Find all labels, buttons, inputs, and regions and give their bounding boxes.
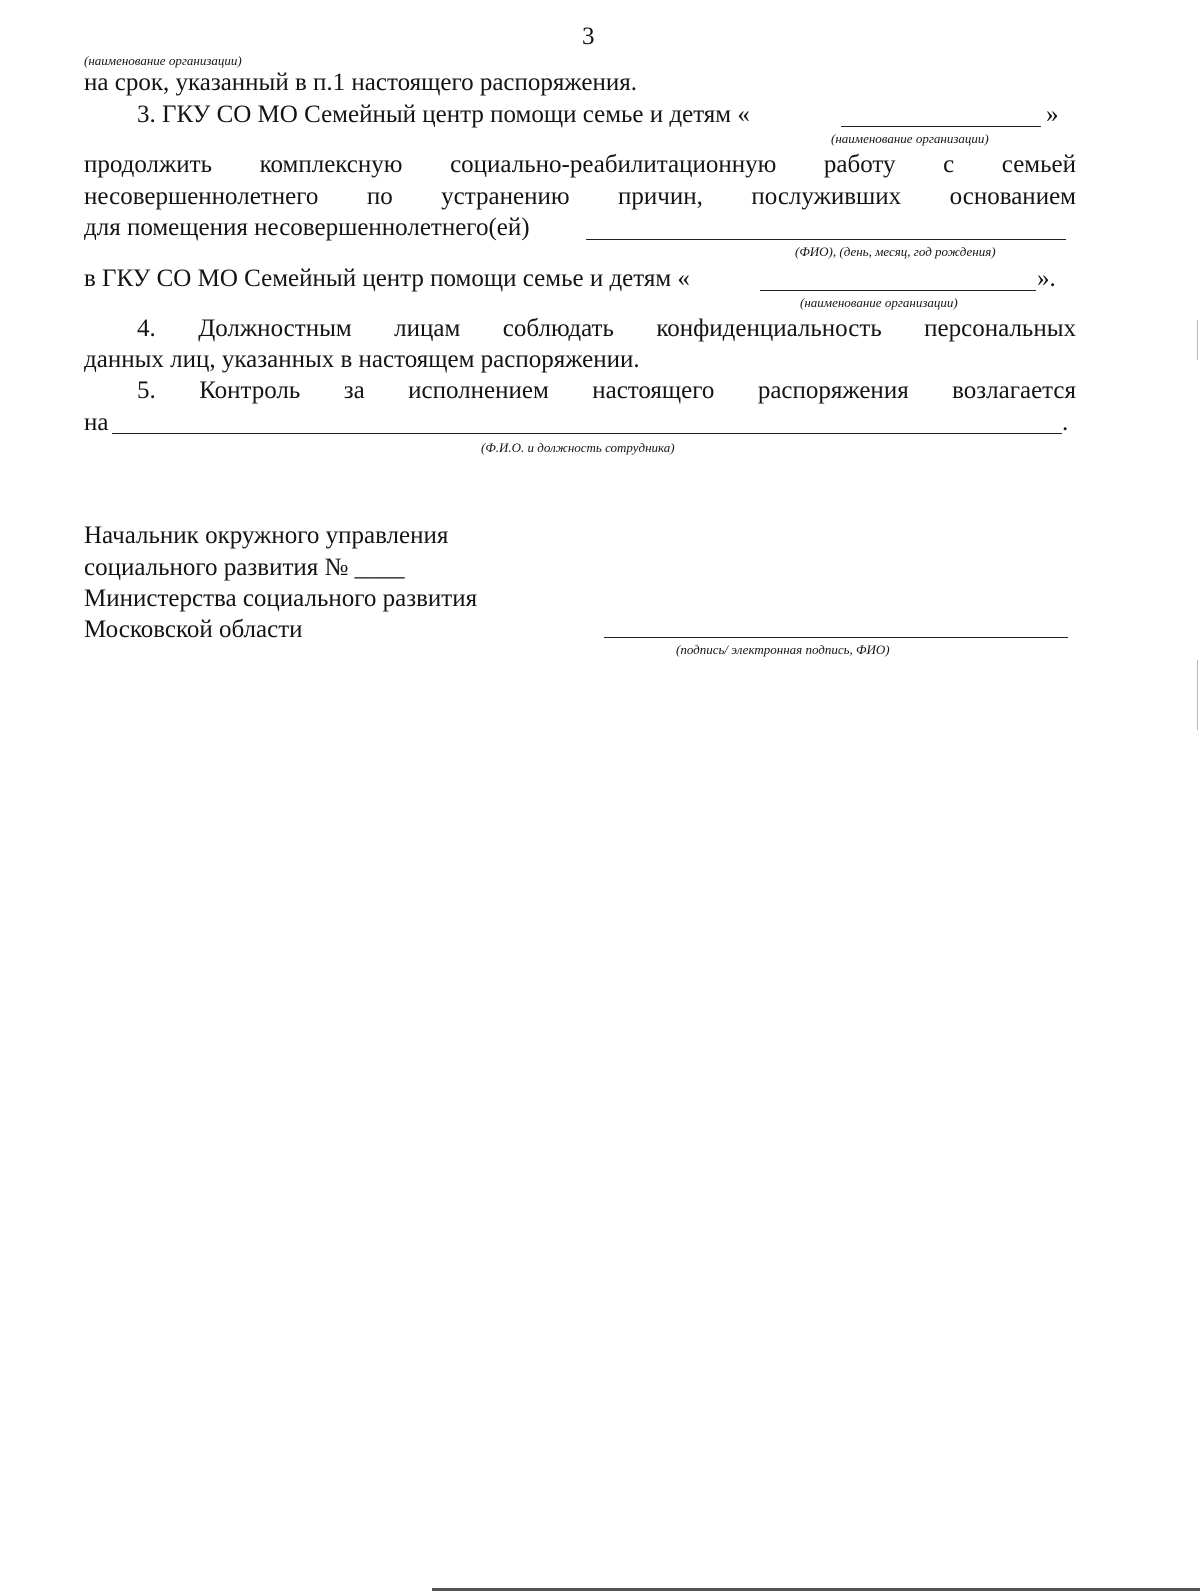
item3-closing-quote: ». bbox=[1037, 265, 1056, 292]
org-name-caption: (наименование организации) bbox=[831, 131, 989, 146]
org-name-blank bbox=[760, 290, 1036, 291]
item4-line: 4. Должностным лицам соблюдать конфиденциальность персональных bbox=[137, 315, 1076, 342]
org-name-blank bbox=[841, 126, 1041, 127]
item5-line: на bbox=[84, 409, 109, 436]
item3-heading: 3. ГКУ СО МО Семейный центр помощи семье и детям « bbox=[137, 101, 750, 128]
org-name-caption: (наименование организации) bbox=[800, 295, 958, 310]
item3-line: в ГКУ СО МО Семейный центр помощи семье и детям « bbox=[84, 265, 690, 292]
term-line: на срок, указанный в п.1 настоящего распоряжения. bbox=[84, 69, 637, 96]
item3-closing-quote: » bbox=[1046, 101, 1059, 128]
signature-title-line: Начальник окружного управления bbox=[84, 522, 449, 549]
person-caption: (ФИО), (день, месяц, год рождения) bbox=[795, 244, 996, 259]
item5-end: . bbox=[1062, 409, 1069, 436]
signature-title-line: Московской области bbox=[84, 616, 303, 643]
employee-blank bbox=[112, 433, 1062, 434]
page-number: 3 bbox=[582, 23, 595, 50]
signature-caption: (подпись/ электронная подпись, ФИО) bbox=[676, 642, 890, 657]
item3-line: для помещения несовершеннолетнего(ей) bbox=[84, 214, 530, 241]
signature-blank bbox=[604, 637, 1068, 638]
signature-title-line: социального развития № ____ bbox=[84, 554, 405, 581]
item5-line: 5. Контроль за исполнением настоящего распоряжения возлагается bbox=[137, 377, 1076, 404]
item3-line: продолжить комплексную социально-реабилитационную работу с семьей bbox=[84, 151, 1076, 178]
scan-edge-mark bbox=[1197, 660, 1198, 730]
scan-edge-mark bbox=[1197, 320, 1198, 360]
person-name-blank bbox=[586, 239, 1066, 240]
item3-line: несовершеннолетнего по устранению причин, послуживших основанием bbox=[84, 183, 1076, 210]
employee-caption: (Ф.И.О. и должность сотрудника) bbox=[481, 440, 675, 455]
item4-line: данных лиц, указанных в настоящем распоряжении. bbox=[84, 346, 640, 373]
signature-title-line: Министерства социального развития bbox=[84, 585, 478, 612]
scan-bottom-edge bbox=[432, 1588, 1200, 1591]
org-name-caption: (наименование организации) bbox=[84, 53, 242, 68]
